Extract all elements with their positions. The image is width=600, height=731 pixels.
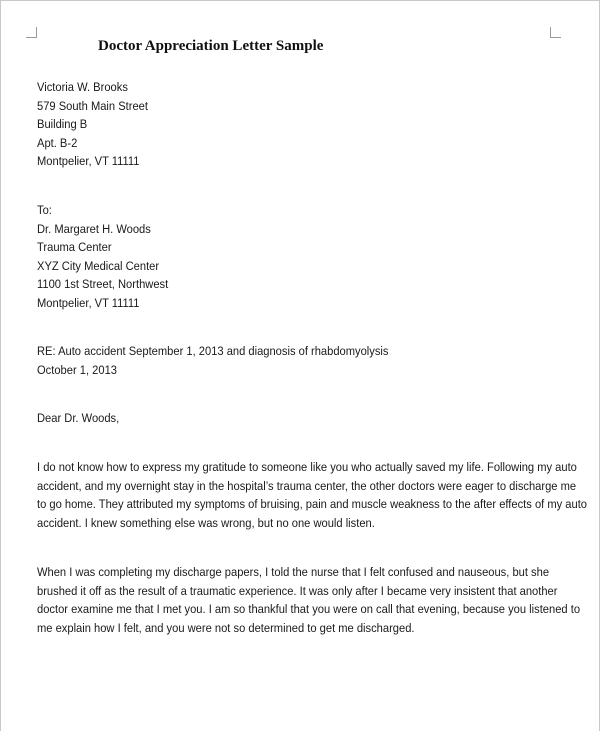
paragraph-1-line: accident. I knew something else was wrong, but no one would listen.: [37, 515, 375, 530]
letter-date: October 1, 2013: [37, 362, 117, 377]
sender-address: [37, 78, 148, 171]
paragraph-1: [37, 458, 588, 532]
recipient-label: To:: [37, 203, 52, 217]
paragraph-1-line: I do not know how to express my gratitude to someone like you who actually saved my life. Following my auto: [37, 460, 577, 474]
document-title: Doctor Appreciation Letter Sample: [98, 38, 324, 54]
recipient-city: Montpelier, VT 11111: [37, 295, 140, 310]
sender-street: 579 South Main Street: [37, 98, 148, 113]
sender-building: Building B: [37, 117, 88, 131]
sender-name: Victoria W. Brooks: [37, 80, 128, 94]
recipient-address: [37, 201, 168, 312]
margin-corner-marker-right: [550, 27, 561, 38]
recipient-name: Dr. Margaret H. Woods: [37, 221, 151, 236]
paragraph-1-line: to go home. They attributed my symptoms of bruising, pain and muscle weakness to the after effects of my auto: [37, 497, 588, 511]
sender-apartment: Apt. B-2: [37, 135, 78, 150]
paragraph-2: [37, 563, 581, 637]
subject-line: RE: Auto accident September 1, 2013 and diagnosis of rhabdomyolysis: [37, 344, 389, 358]
recipient-department: Trauma Center: [37, 240, 112, 254]
salutation: Dear Dr. Woods,: [37, 411, 120, 425]
paragraph-2-line: brushed it off as the result of a traumatic experience. It was only after I became very insistent that another: [37, 583, 558, 598]
paragraph-2-line: me explain how I felt, and you were not so determined to get me discharged.: [37, 620, 415, 635]
sender-city: Montpelier, VT 11111: [37, 154, 140, 168]
recipient-street: 1100 1st Street, Northwest: [37, 277, 169, 291]
paragraph-1-line: accident, and my overnight stay in the hospital’s trauma center, the other doctors were eager to discharge me: [37, 478, 577, 493]
paragraph-2-line: When I was completing my discharge papers, I told the nurse that I felt confused and nauseous, but she: [37, 565, 550, 579]
salutation-block: [37, 409, 119, 428]
paragraph-2-line: doctor examine me that I met you. I am so thankful that you were on call that evening, because you listened to: [37, 602, 581, 616]
margin-corner-marker-left: [26, 27, 37, 38]
recipient-institution: XYZ City Medical Center: [37, 258, 160, 273]
subject-block: [37, 342, 388, 379]
